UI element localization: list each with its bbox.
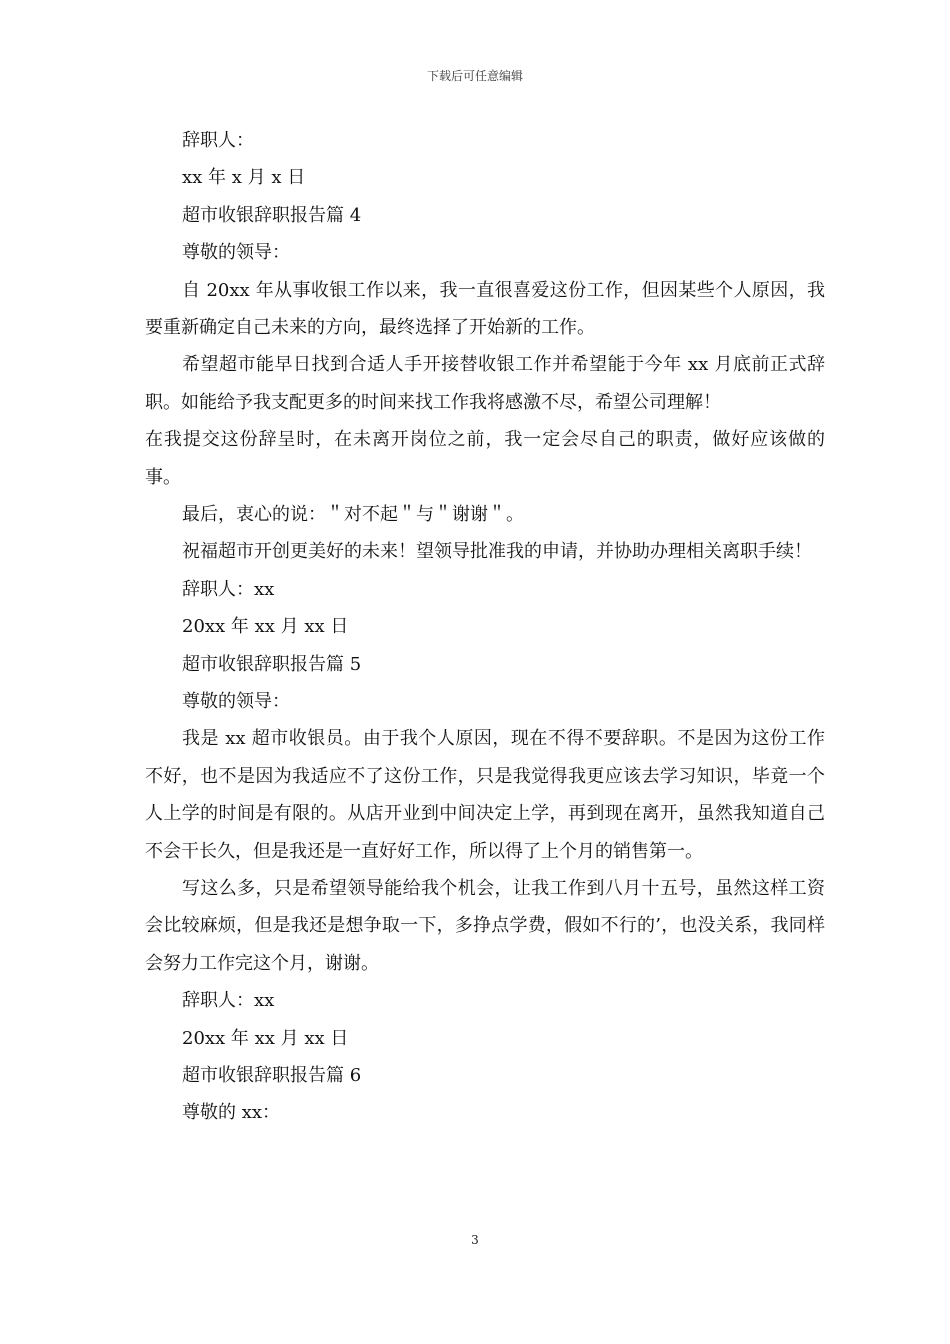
closing-line: 最后，衷心的说：＂对不起＂与＂谢谢＂。 (182, 504, 524, 525)
date-line: xx 年 x 月 x 日 (182, 167, 306, 189)
signer-line: 辞职人：xx (182, 578, 275, 600)
salutation: 尊敬的 xx： (182, 1102, 281, 1124)
signer-line: 辞职人： (182, 130, 254, 151)
date-line: 20xx 年 xx 月 xx 日 (182, 1027, 349, 1049)
page-header: 下载后可任意编辑 (426, 69, 523, 83)
section-title-6: 超市收银辞职报告篇 6 (182, 1064, 362, 1086)
paragraph: 我是 xx 超市收银员。由于我个人原因，现在不得不要辞职。不是因为这份工作不好，也不是因为我适应不了这份工作，只是我觉得我更应该去学习知识，毕竟一个人上学的时间是有限的。从店开业到中间决定上学，再到现在离开，虽然我知道自己不会干长久，但是我还是一直好好工作，所以得了上个月的销售第一。 (145, 728, 825, 862)
salutation: 尊敬的领导： (182, 690, 290, 712)
section-title-5: 超市收银辞职报告篇 5 (182, 653, 362, 675)
document-body (145, 122, 825, 1132)
salutation: 尊敬的领导： (182, 242, 290, 264)
page-number: 3 (471, 1233, 479, 1247)
paragraph: 在我提交这份辞呈时，在未离开岗位之前，我一定会尽自己的职责，做好应该做的事。 (145, 429, 825, 488)
signer-line: 辞职人：xx (182, 990, 275, 1012)
section-title-4: 超市收银辞职报告篇 4 (182, 204, 362, 226)
paragraph: 自 20xx 年从事收银工作以来，我一直很喜爱这份工作，但因某些个人原因，我要重新确定自己未来的方向，最终选择了开始新的工作。 (145, 279, 825, 338)
paragraph: 祝福超市开创更美好的未来！望领导批准我的申请，并协助办理相关离职手续！ (182, 541, 812, 563)
paragraph: 希望超市能早日找到合适人手开接替收银工作并希望能于今年 xx 月底前正式辞职。如能给予我支配更多的时间来找工作我将感激不尽，希望公司理解！ (145, 354, 825, 413)
date-line: 20xx 年 xx 月 xx 日 (182, 616, 349, 638)
paragraph: 写这么多，只是希望领导能给我个机会，让我工作到八月十五号，虽然这样工资会比较麻烦，但是我还是想争取一下，多挣点学费，假如不行的’，也没关系，我同样会努力工作完这个月，谢谢。 (145, 877, 825, 974)
